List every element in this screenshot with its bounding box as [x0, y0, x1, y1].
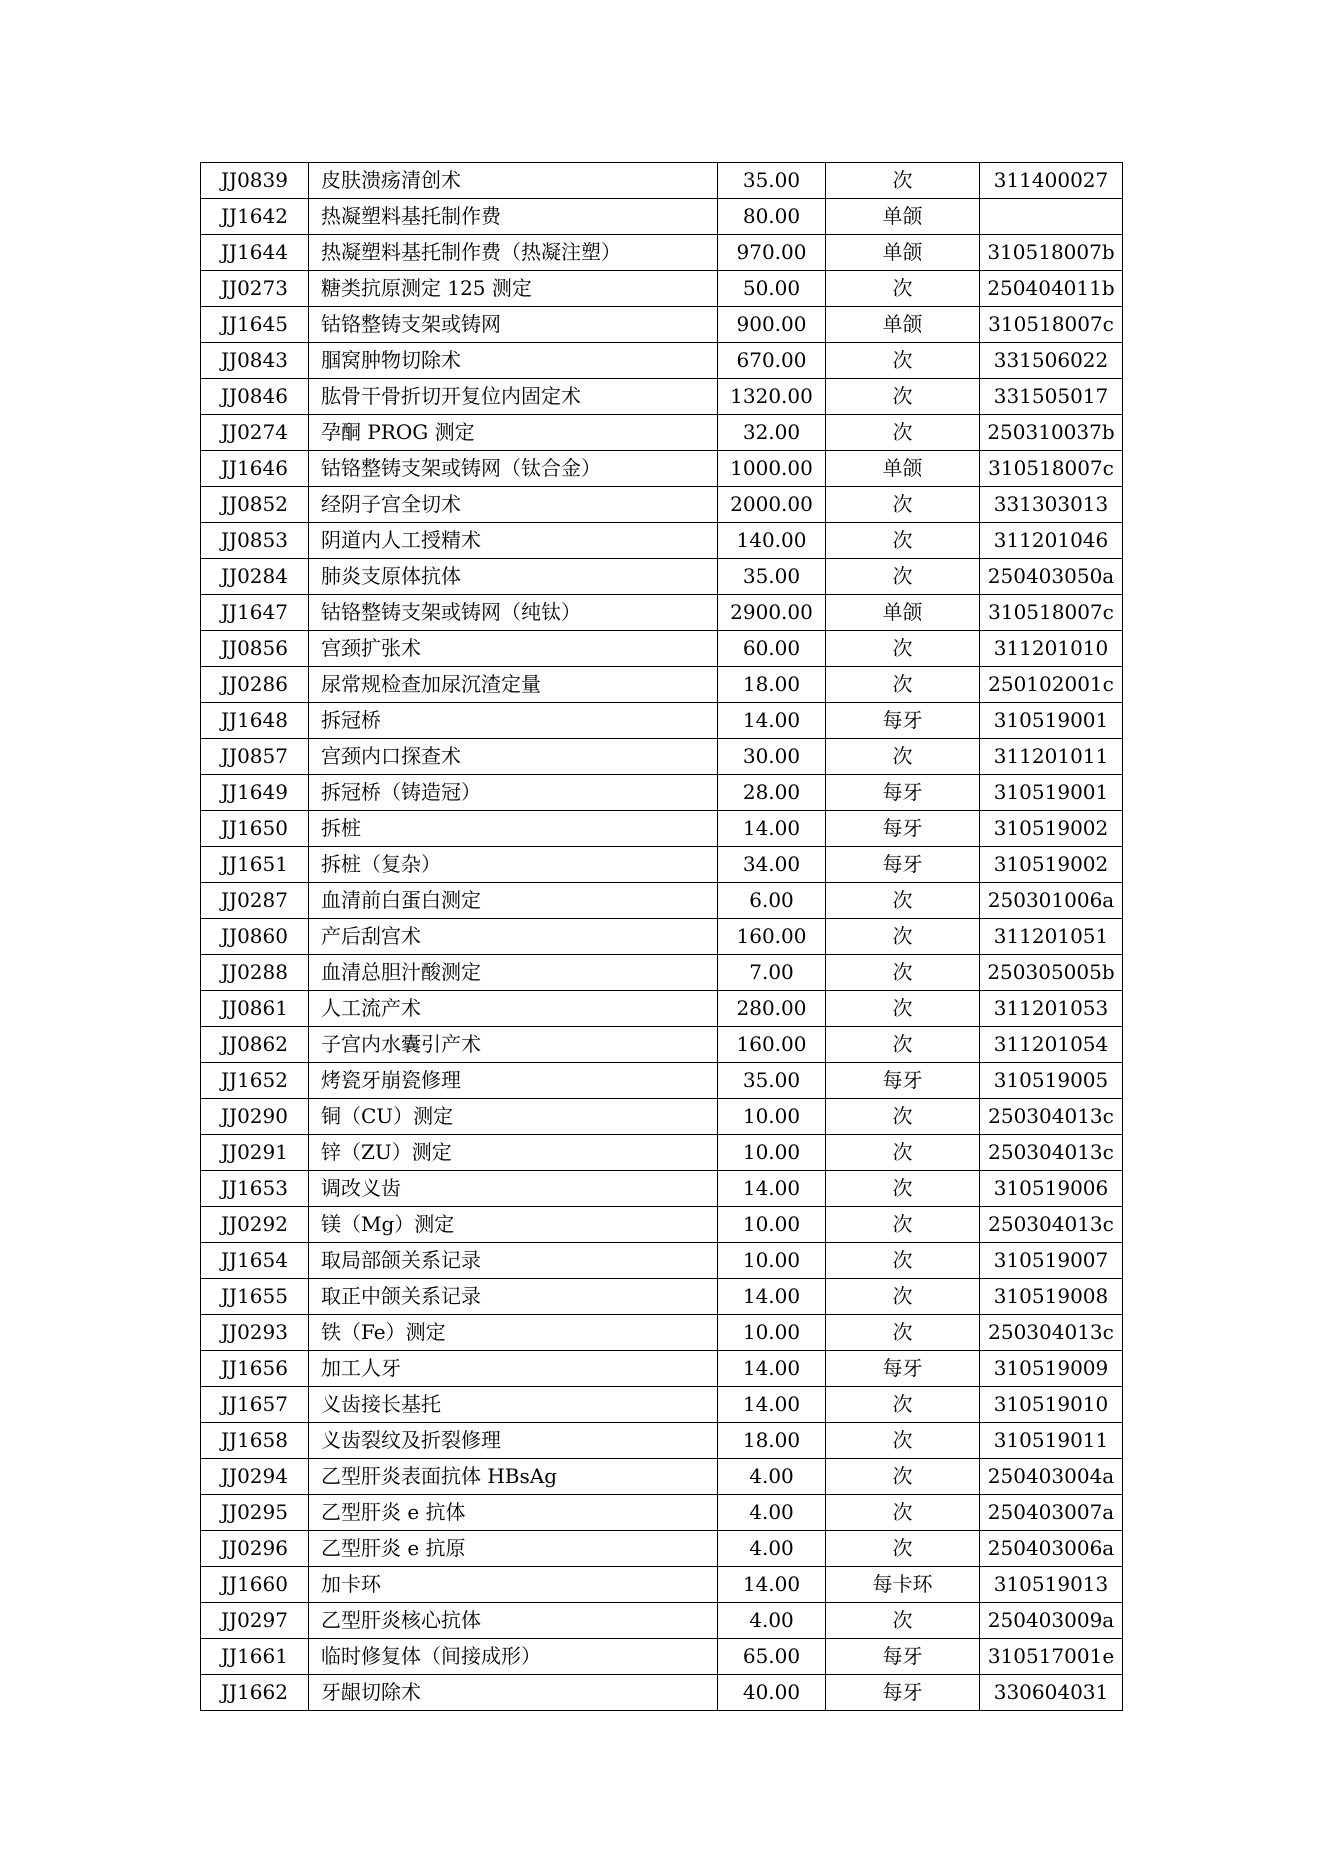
table-row [201, 1315, 1123, 1351]
item-standard-code-cell: 331506022 [980, 343, 1123, 379]
item-standard-code-cell: 250304013c [980, 1207, 1123, 1243]
item-price-cell: 6.00 [718, 883, 826, 919]
table-row [201, 811, 1123, 847]
item-price-cell: 18.00 [718, 667, 826, 703]
item-name-cell: 调改义齿 [309, 1171, 718, 1207]
table-row [201, 1531, 1123, 1567]
item-standard-code-cell: 331505017 [980, 379, 1123, 415]
item-price-cell: 32.00 [718, 415, 826, 451]
item-name-cell: 尿常规检查加尿沉渣定量 [309, 667, 718, 703]
item-standard-code-cell: 250403006a [980, 1531, 1123, 1567]
fee-table [200, 162, 1123, 1711]
item-code-cell: JJ0862 [201, 1027, 309, 1063]
item-price-cell: 10.00 [718, 1099, 826, 1135]
item-unit-cell: 单颌 [826, 199, 980, 235]
item-price-cell: 10.00 [718, 1135, 826, 1171]
item-standard-code-cell: 310518007c [980, 451, 1123, 487]
item-price-cell: 14.00 [718, 1171, 826, 1207]
item-price-cell: 4.00 [718, 1603, 826, 1639]
table-row [201, 847, 1123, 883]
item-code-cell: JJ0288 [201, 955, 309, 991]
item-code-cell: JJ0856 [201, 631, 309, 667]
item-unit-cell: 每卡环 [826, 1567, 980, 1603]
item-code-cell: JJ1653 [201, 1171, 309, 1207]
table-row [201, 1675, 1123, 1711]
table-row [201, 271, 1123, 307]
item-standard-code-cell: 310519006 [980, 1171, 1123, 1207]
item-name-cell: 肱骨干骨折切开复位内固定术 [309, 379, 718, 415]
item-standard-code-cell: 310518007c [980, 595, 1123, 631]
item-code-cell: JJ0286 [201, 667, 309, 703]
item-standard-code-cell: 310519009 [980, 1351, 1123, 1387]
item-price-cell: 14.00 [718, 703, 826, 739]
item-code-cell: JJ0293 [201, 1315, 309, 1351]
item-name-cell: 取局部颌关系记录 [309, 1243, 718, 1279]
item-price-cell: 28.00 [718, 775, 826, 811]
item-code-cell: JJ1649 [201, 775, 309, 811]
item-name-cell: 取正中颌关系记录 [309, 1279, 718, 1315]
item-price-cell: 14.00 [718, 1351, 826, 1387]
item-unit-cell: 次 [826, 1135, 980, 1171]
item-name-cell: 义齿裂纹及折裂修理 [309, 1423, 718, 1459]
table-row [201, 595, 1123, 631]
item-price-cell: 280.00 [718, 991, 826, 1027]
item-name-cell: 血清总胆汁酸测定 [309, 955, 718, 991]
item-standard-code-cell: 310519005 [980, 1063, 1123, 1099]
item-price-cell: 65.00 [718, 1639, 826, 1675]
table-row [201, 883, 1123, 919]
item-standard-code-cell: 311201046 [980, 523, 1123, 559]
item-code-cell: JJ0287 [201, 883, 309, 919]
item-code-cell: JJ1662 [201, 1675, 309, 1711]
item-name-cell: 加卡环 [309, 1567, 718, 1603]
item-code-cell: JJ1651 [201, 847, 309, 883]
item-unit-cell: 每牙 [826, 811, 980, 847]
item-price-cell: 60.00 [718, 631, 826, 667]
table-row [201, 991, 1123, 1027]
item-code-cell: JJ0852 [201, 487, 309, 523]
item-unit-cell: 次 [826, 1171, 980, 1207]
item-standard-code-cell: 250102001c [980, 667, 1123, 703]
item-price-cell: 900.00 [718, 307, 826, 343]
item-name-cell: 加工人牙 [309, 1351, 718, 1387]
table-row [201, 955, 1123, 991]
table-row [201, 1135, 1123, 1171]
table-row [201, 1423, 1123, 1459]
table-row [201, 667, 1123, 703]
item-standard-code-cell: 250301006a [980, 883, 1123, 919]
item-standard-code-cell: 310519007 [980, 1243, 1123, 1279]
item-code-cell: JJ0294 [201, 1459, 309, 1495]
item-standard-code-cell: 311201010 [980, 631, 1123, 667]
table-row [201, 1027, 1123, 1063]
item-name-cell: 钴铬整铸支架或铸网（钛合金） [309, 451, 718, 487]
item-code-cell: JJ0853 [201, 523, 309, 559]
item-standard-code-cell: 250403050a [980, 559, 1123, 595]
item-code-cell: JJ0861 [201, 991, 309, 1027]
table-row [201, 343, 1123, 379]
item-unit-cell: 次 [826, 955, 980, 991]
item-code-cell: JJ1655 [201, 1279, 309, 1315]
table-row [201, 1567, 1123, 1603]
item-name-cell: 拆冠桥（铸造冠） [309, 775, 718, 811]
item-price-cell: 80.00 [718, 199, 826, 235]
item-name-cell: 乙型肝炎表面抗体 HBsAg [309, 1459, 718, 1495]
item-name-cell: 拆桩 [309, 811, 718, 847]
item-name-cell: 宫颈内口探查术 [309, 739, 718, 775]
item-standard-code-cell: 310519001 [980, 703, 1123, 739]
item-code-cell: JJ0857 [201, 739, 309, 775]
item-standard-code-cell: 310519002 [980, 811, 1123, 847]
item-code-cell: JJ1645 [201, 307, 309, 343]
item-price-cell: 30.00 [718, 739, 826, 775]
table-row [201, 163, 1123, 199]
item-code-cell: JJ1644 [201, 235, 309, 271]
item-name-cell: 钴铬整铸支架或铸网（纯钛） [309, 595, 718, 631]
table-row [201, 739, 1123, 775]
item-standard-code-cell: 331303013 [980, 487, 1123, 523]
item-name-cell: 血清前白蛋白测定 [309, 883, 718, 919]
item-name-cell: 锌（ZU）测定 [309, 1135, 718, 1171]
item-code-cell: JJ1646 [201, 451, 309, 487]
item-code-cell: JJ1660 [201, 1567, 309, 1603]
item-code-cell: JJ0290 [201, 1099, 309, 1135]
item-name-cell: 乙型肝炎 e 抗体 [309, 1495, 718, 1531]
item-standard-code-cell: 311201054 [980, 1027, 1123, 1063]
item-standard-code-cell: 310519001 [980, 775, 1123, 811]
item-price-cell: 14.00 [718, 811, 826, 847]
item-standard-code-cell: 310518007b [980, 235, 1123, 271]
item-standard-code-cell: 250403004a [980, 1459, 1123, 1495]
item-code-cell: JJ1654 [201, 1243, 309, 1279]
item-unit-cell: 单颌 [826, 595, 980, 631]
table-row [201, 775, 1123, 811]
item-standard-code-cell: 310519010 [980, 1387, 1123, 1423]
item-code-cell: JJ1647 [201, 595, 309, 631]
item-code-cell: JJ0846 [201, 379, 309, 415]
fee-table-body [201, 163, 1123, 1711]
item-code-cell: JJ0860 [201, 919, 309, 955]
item-standard-code-cell: 311400027 [980, 163, 1123, 199]
item-price-cell: 140.00 [718, 523, 826, 559]
item-code-cell: JJ1657 [201, 1387, 309, 1423]
item-price-cell: 2900.00 [718, 595, 826, 631]
item-unit-cell: 次 [826, 919, 980, 955]
table-row [201, 1639, 1123, 1675]
item-unit-cell: 次 [826, 1099, 980, 1135]
item-code-cell: JJ0273 [201, 271, 309, 307]
item-standard-code-cell: 250310037b [980, 415, 1123, 451]
item-price-cell: 4.00 [718, 1459, 826, 1495]
item-price-cell: 10.00 [718, 1207, 826, 1243]
item-code-cell: JJ1642 [201, 199, 309, 235]
table-row [201, 1207, 1123, 1243]
item-price-cell: 10.00 [718, 1243, 826, 1279]
item-unit-cell: 次 [826, 1603, 980, 1639]
item-name-cell: 皮肤溃疡清创术 [309, 163, 718, 199]
item-price-cell: 160.00 [718, 1027, 826, 1063]
item-standard-code-cell [980, 199, 1123, 235]
item-name-cell: 热凝塑料基托制作费 [309, 199, 718, 235]
item-code-cell: JJ1648 [201, 703, 309, 739]
item-code-cell: JJ0274 [201, 415, 309, 451]
item-price-cell: 160.00 [718, 919, 826, 955]
table-row [201, 1351, 1123, 1387]
item-unit-cell: 次 [826, 1495, 980, 1531]
item-standard-code-cell: 310519011 [980, 1423, 1123, 1459]
item-name-cell: 腘窝肿物切除术 [309, 343, 718, 379]
item-name-cell: 义齿接长基托 [309, 1387, 718, 1423]
item-name-cell: 烤瓷牙崩瓷修理 [309, 1063, 718, 1099]
item-name-cell: 拆冠桥 [309, 703, 718, 739]
table-row [201, 415, 1123, 451]
table-row [201, 559, 1123, 595]
item-standard-code-cell: 310519002 [980, 847, 1123, 883]
table-row [201, 235, 1123, 271]
item-standard-code-cell: 250305005b [980, 955, 1123, 991]
item-price-cell: 14.00 [718, 1387, 826, 1423]
item-price-cell: 50.00 [718, 271, 826, 307]
item-unit-cell: 次 [826, 487, 980, 523]
item-name-cell: 阴道内人工授精术 [309, 523, 718, 559]
item-code-cell: JJ0843 [201, 343, 309, 379]
item-price-cell: 14.00 [718, 1567, 826, 1603]
item-unit-cell: 次 [826, 1315, 980, 1351]
item-price-cell: 35.00 [718, 559, 826, 595]
item-unit-cell: 每牙 [826, 703, 980, 739]
item-standard-code-cell: 330604031 [980, 1675, 1123, 1711]
item-name-cell: 经阴子宫全切术 [309, 487, 718, 523]
item-unit-cell: 次 [826, 739, 980, 775]
item-price-cell: 970.00 [718, 235, 826, 271]
item-price-cell: 14.00 [718, 1279, 826, 1315]
item-unit-cell: 每牙 [826, 1063, 980, 1099]
item-unit-cell: 每牙 [826, 1639, 980, 1675]
item-price-cell: 4.00 [718, 1531, 826, 1567]
item-unit-cell: 次 [826, 1207, 980, 1243]
item-name-cell: 肺炎支原体抗体 [309, 559, 718, 595]
item-code-cell: JJ0839 [201, 163, 309, 199]
item-unit-cell: 次 [826, 1531, 980, 1567]
item-unit-cell: 次 [826, 883, 980, 919]
item-name-cell: 孕酮 PROG 测定 [309, 415, 718, 451]
table-row [201, 1063, 1123, 1099]
item-price-cell: 7.00 [718, 955, 826, 991]
item-unit-cell: 次 [826, 523, 980, 559]
item-name-cell: 热凝塑料基托制作费（热凝注塑） [309, 235, 718, 271]
item-name-cell: 铁（Fe）测定 [309, 1315, 718, 1351]
item-unit-cell: 次 [826, 1279, 980, 1315]
table-row [201, 919, 1123, 955]
item-standard-code-cell: 311201051 [980, 919, 1123, 955]
item-name-cell: 子宫内水囊引产术 [309, 1027, 718, 1063]
item-standard-code-cell: 310517001e [980, 1639, 1123, 1675]
table-row [201, 487, 1123, 523]
item-price-cell: 10.00 [718, 1315, 826, 1351]
item-code-cell: JJ1650 [201, 811, 309, 847]
item-standard-code-cell: 311201011 [980, 739, 1123, 775]
item-unit-cell: 每牙 [826, 847, 980, 883]
item-standard-code-cell: 250304013c [980, 1135, 1123, 1171]
item-standard-code-cell: 310518007c [980, 307, 1123, 343]
item-unit-cell: 次 [826, 1459, 980, 1495]
item-name-cell: 乙型肝炎核心抗体 [309, 1603, 718, 1639]
item-name-cell: 牙龈切除术 [309, 1675, 718, 1711]
item-standard-code-cell: 250304013c [980, 1315, 1123, 1351]
table-row [201, 1243, 1123, 1279]
table-row [201, 523, 1123, 559]
item-name-cell: 临时修复体（间接成形） [309, 1639, 718, 1675]
item-name-cell: 糖类抗原测定 125 测定 [309, 271, 718, 307]
item-unit-cell: 每牙 [826, 775, 980, 811]
item-price-cell: 18.00 [718, 1423, 826, 1459]
table-row [201, 1279, 1123, 1315]
item-unit-cell: 次 [826, 1387, 980, 1423]
item-price-cell: 670.00 [718, 343, 826, 379]
table-row [201, 703, 1123, 739]
item-name-cell: 拆桩（复杂） [309, 847, 718, 883]
item-unit-cell: 次 [826, 667, 980, 703]
item-standard-code-cell: 310519013 [980, 1567, 1123, 1603]
item-name-cell: 宫颈扩张术 [309, 631, 718, 667]
table-row [201, 1459, 1123, 1495]
item-unit-cell: 单颌 [826, 307, 980, 343]
item-unit-cell: 单颌 [826, 451, 980, 487]
item-standard-code-cell: 250304013c [980, 1099, 1123, 1135]
item-code-cell: JJ0296 [201, 1531, 309, 1567]
table-row [201, 307, 1123, 343]
item-name-cell: 钴铬整铸支架或铸网 [309, 307, 718, 343]
item-unit-cell: 次 [826, 163, 980, 199]
item-code-cell: JJ0297 [201, 1603, 309, 1639]
item-price-cell: 40.00 [718, 1675, 826, 1711]
item-price-cell: 34.00 [718, 847, 826, 883]
item-code-cell: JJ1661 [201, 1639, 309, 1675]
item-unit-cell: 次 [826, 343, 980, 379]
item-code-cell: JJ0291 [201, 1135, 309, 1171]
item-code-cell: JJ1652 [201, 1063, 309, 1099]
item-standard-code-cell: 250403009a [980, 1603, 1123, 1639]
item-code-cell: JJ0284 [201, 559, 309, 595]
table-row [201, 199, 1123, 235]
item-unit-cell: 次 [826, 271, 980, 307]
table-row [201, 1099, 1123, 1135]
item-standard-code-cell: 250404011b [980, 271, 1123, 307]
table-row [201, 1603, 1123, 1639]
item-price-cell: 1000.00 [718, 451, 826, 487]
item-name-cell: 人工流产术 [309, 991, 718, 1027]
item-name-cell: 镁（Mg）测定 [309, 1207, 718, 1243]
item-code-cell: JJ1658 [201, 1423, 309, 1459]
item-code-cell: JJ0292 [201, 1207, 309, 1243]
item-standard-code-cell: 311201053 [980, 991, 1123, 1027]
item-unit-cell: 次 [826, 415, 980, 451]
table-row [201, 631, 1123, 667]
item-unit-cell: 单颌 [826, 235, 980, 271]
item-standard-code-cell: 250403007a [980, 1495, 1123, 1531]
table-row [201, 379, 1123, 415]
table-row [201, 1387, 1123, 1423]
item-unit-cell: 次 [826, 1243, 980, 1279]
item-unit-cell: 每牙 [826, 1675, 980, 1711]
table-row [201, 1495, 1123, 1531]
item-code-cell: JJ1656 [201, 1351, 309, 1387]
item-unit-cell: 次 [826, 379, 980, 415]
item-price-cell: 1320.00 [718, 379, 826, 415]
item-unit-cell: 次 [826, 991, 980, 1027]
item-price-cell: 35.00 [718, 163, 826, 199]
item-standard-code-cell: 310519008 [980, 1279, 1123, 1315]
item-price-cell: 35.00 [718, 1063, 826, 1099]
item-price-cell: 4.00 [718, 1495, 826, 1531]
item-name-cell: 产后刮宫术 [309, 919, 718, 955]
item-unit-cell: 次 [826, 559, 980, 595]
item-name-cell: 乙型肝炎 e 抗原 [309, 1531, 718, 1567]
item-unit-cell: 每牙 [826, 1351, 980, 1387]
item-unit-cell: 次 [826, 631, 980, 667]
table-row [201, 451, 1123, 487]
item-unit-cell: 次 [826, 1423, 980, 1459]
item-unit-cell: 次 [826, 1027, 980, 1063]
item-price-cell: 2000.00 [718, 487, 826, 523]
table-row [201, 1171, 1123, 1207]
item-code-cell: JJ0295 [201, 1495, 309, 1531]
item-name-cell: 铜（CU）测定 [309, 1099, 718, 1135]
